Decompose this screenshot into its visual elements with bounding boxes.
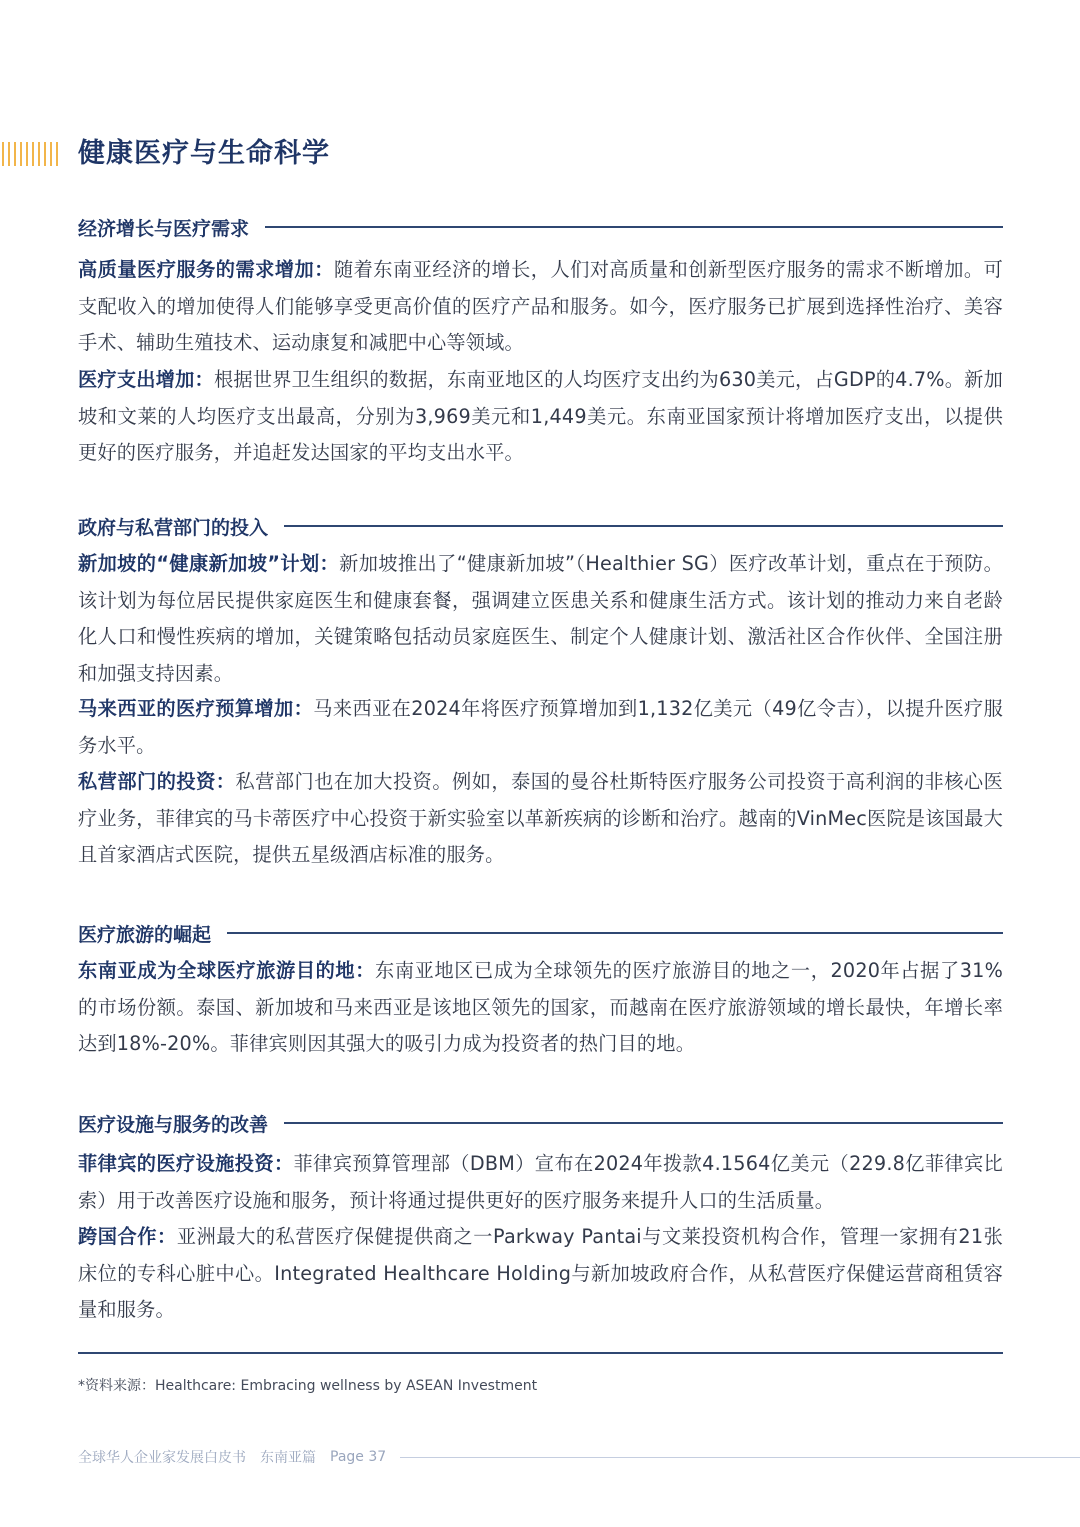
paragraph-lead: 东南亚成为全球医疗旅游目的地：	[78, 959, 376, 982]
footer-rule	[400, 1457, 1080, 1458]
paragraph-text: 随着东南亚经济的增长，人们对高质量和创新型医疗服务的需求不断增加。可支配收入的增加使得人们能够享受更高价值的医疗产品和服务。如今，医疗服务已扩展到选择性治疗、美容手术、辅助生殖技术、运动康复和减肥中心等领域。	[78, 258, 1003, 354]
page-footer	[78, 1446, 1080, 1468]
paragraph-text: 私营部门也在加大投资。例如，泰国的曼谷杜斯特医疗服务公司投资于高利润的非核心医疗业务，菲律宾的马卡蒂医疗中心投资于新实验室以革新疾病的诊断和治疗。越南的VinMec医院是该国最大且首家酒店式医院，提供五星级酒店标准的服务。	[78, 770, 1003, 866]
paragraph-lead: 跨国合作：	[78, 1225, 177, 1248]
section-heading-facilities	[78, 1108, 1003, 1138]
paragraph-spending	[78, 362, 1003, 472]
page-title: 健康医疗与生命科学	[78, 138, 330, 169]
paragraph-lead: 私营部门的投资：	[78, 770, 236, 793]
section-rule	[227, 932, 1003, 934]
section-heading-medical-tourism	[78, 918, 1003, 948]
section-heading-economy	[78, 212, 1003, 242]
paragraph-quality-demand	[78, 252, 1003, 362]
source-note: *资料来源：Healthcare: Embracing wellness by ASEAN Investment	[78, 1378, 538, 1394]
footer-volume: 东南亚篇	[260, 1450, 316, 1466]
paragraph-text: 根据世界卫生组织的数据，东南亚地区的人均医疗支出约为630美元，占GDP的4.7%。新加坡和文莱的人均医疗支出最高，分别为3,969美元和1,449美元。东南亚国家预计将增加医疗支出，以提供更好的医疗服务，并追赶发达国家的平均支出水平。	[78, 368, 1003, 464]
footer-page-number: Page 37	[330, 1449, 387, 1465]
section-heading-text: 政府与私营部门的投入	[78, 516, 269, 539]
paragraph-private-investment	[78, 764, 1003, 874]
paragraph-lead: 高质量医疗服务的需求增加：	[78, 258, 334, 281]
section-heading-text: 医疗设施与服务的改善	[78, 1113, 269, 1136]
paragraph-text: 亚洲最大的私营医疗保健提供商之一Parkway Pantai与文莱投资机构合作，管理一家拥有21张床位的专科心脏中心。Integrated Healthcare Holding与新加坡政府合作，从私营医疗保健运营商租赁容量和服务。	[78, 1225, 1004, 1321]
section-rule	[265, 226, 1003, 228]
section-heading-government-private	[78, 511, 1003, 541]
paragraph-cross-border	[78, 1219, 1003, 1329]
decorative-stripes-icon	[2, 142, 64, 166]
paragraph-healthier-sg	[78, 546, 1003, 692]
footer-publication: 全球华人企业家发展白皮书	[78, 1450, 246, 1466]
paragraph-malaysia-budget	[78, 691, 1003, 764]
paragraph-lead: 新加坡的“健康新加坡”计划：	[78, 552, 340, 575]
section-heading-text: 经济增长与医疗需求	[78, 217, 250, 240]
paragraph-text: 马来西亚在2024年将医疗预算增加到1,132亿美元（49亿令吉），以提升医疗服务水平。	[78, 697, 1004, 757]
section-rule	[284, 1122, 1003, 1124]
paragraph-text: 东南亚地区已成为全球领先的医疗旅游目的地之一，2020年占据了31%的市场份额。泰国、新加坡和马来西亚是该地区领先的国家，而越南在医疗旅游领域的增长最快，年增长率达到18%-20%。菲律宾则因其强大的吸引力成为投资者的热门目的地。	[78, 959, 1004, 1055]
paragraph-lead: 菲律宾的医疗设施投资：	[78, 1152, 294, 1175]
paragraph-text: 菲律宾预算管理部（DBM）宣布在2024年拨款4.1564亿美元（229.8亿菲律宾比索）用于改善医疗设施和服务，预计将通过提供更好的医疗服务来提升人口的生活质量。	[78, 1152, 1004, 1212]
paragraph-text: 新加坡推出了“健康新加坡”（Healthier SG）医疗改革计划，重点在于预防。该计划为每位居民提供家庭医生和健康套餐，强调建立医患关系和健康生活方式。该计划的推动力来自老龄化人口和慢性疾病的增加，关键策略包括动员家庭医生、制定个人健康计划、激活社区合作伙伴、全国注册和加强支持因素。	[78, 552, 1003, 685]
bottom-rule	[78, 1352, 1003, 1354]
section-heading-text: 医疗旅游的崛起	[78, 923, 212, 946]
title-row	[0, 132, 1080, 176]
paragraph-lead: 马来西亚的医疗预算增加：	[78, 697, 314, 720]
section-rule	[284, 525, 1003, 527]
paragraph-tourism-destination	[78, 953, 1003, 1063]
paragraph-lead: 医疗支出增加：	[78, 368, 214, 391]
paragraph-philippines-facilities	[78, 1146, 1003, 1219]
